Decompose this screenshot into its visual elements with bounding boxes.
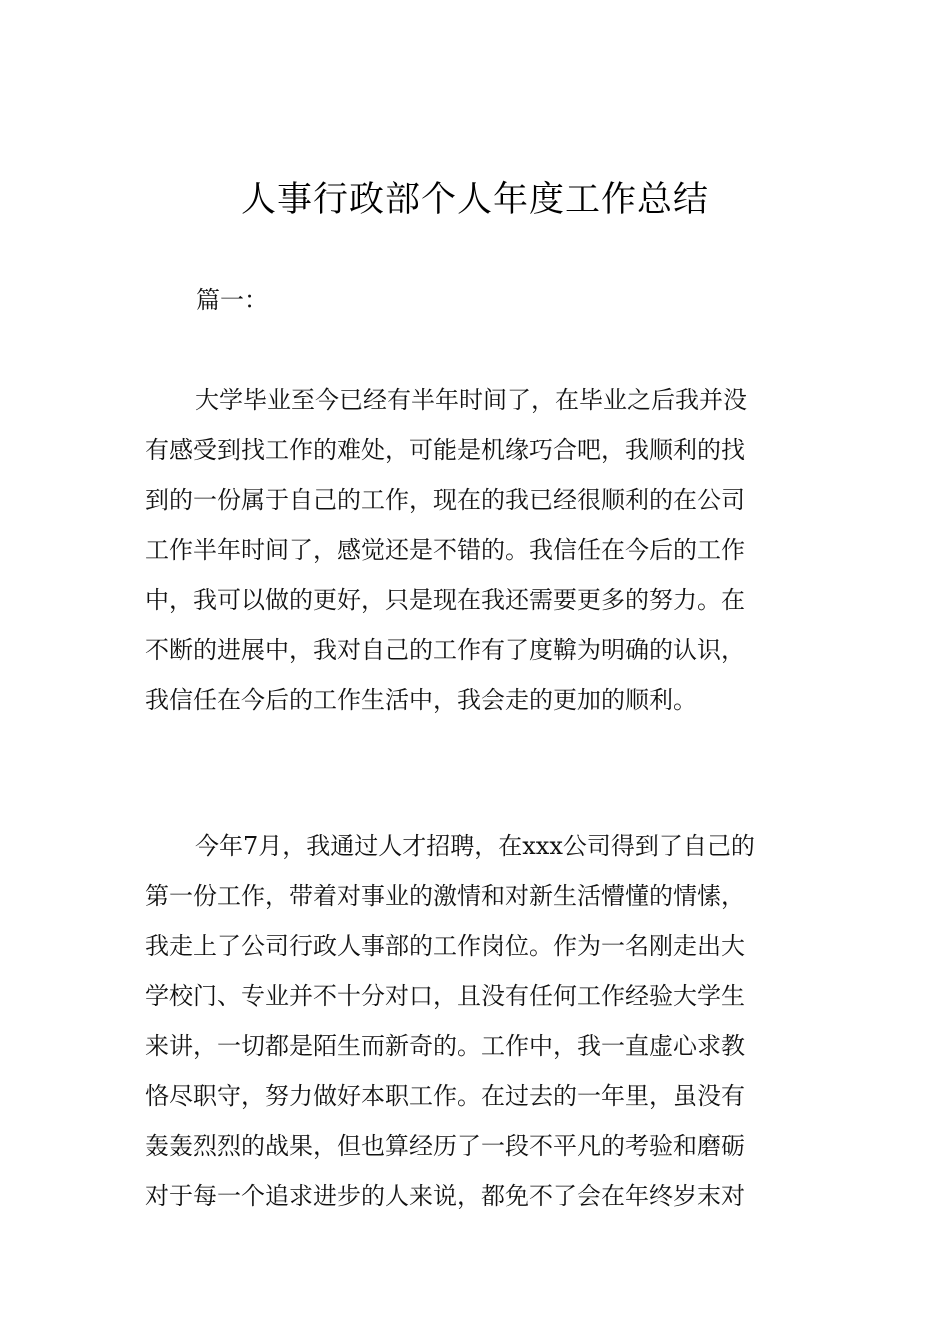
paragraph-line: 今年7月，我通过人才招聘，在xxx公司得到了自己的 [195, 832, 755, 860]
paragraph-line: 第一份工作，带着对事业的激情和对新生活懵懂的情愫， [145, 882, 745, 910]
section-label: 篇一： [196, 286, 268, 314]
paragraph-line: 恪尽职守，努力做好本职工作。在过去的一年里，虽没有 [145, 1082, 745, 1110]
paragraph-line: 学校门、专业并不十分对口，且没有任何工作经验大学生 [145, 982, 745, 1010]
paragraph-line: 来讲，一切都是陌生而新奇的。工作中，我一直虚心求教 [145, 1032, 745, 1060]
paragraph-line: 对于每一个追求进步的人来说，都免不了会在年终岁末对 [145, 1182, 745, 1210]
paragraph-2 [145, 821, 805, 1221]
paragraph-line: 到的一份属于自己的工作，现在的我已经很顺利的在公司 [145, 486, 745, 514]
paragraph-line: 不断的进展中，我对自己的工作有了度鞥为明确的认识， [145, 636, 745, 664]
paragraph-line: 有感受到找工作的难处，可能是机缘巧合吧，我顺利的找 [145, 436, 745, 464]
paragraph-line: 我信任在今后的工作生活中，我会走的更加的顺利。 [145, 686, 697, 714]
paragraph-1 [145, 375, 805, 725]
paragraph-line: 我走上了公司行政人事部的工作岗位。作为一名刚走出大 [145, 932, 745, 960]
document-title: 人事行政部个人年度工作总结 [240, 180, 709, 220]
paragraph-line: 大学毕业至今已经有半年时间了，在毕业之后我并没 [195, 386, 747, 414]
paragraph-line: 轰轰烈烈的战果，但也算经历了一段不平凡的考验和磨砺 [145, 1132, 745, 1160]
paragraph-line: 工作半年时间了，感觉还是不错的。我信任在今后的工作 [145, 536, 745, 564]
paragraph-line: 中，我可以做的更好，只是现在我还需要更多的努力。在 [145, 586, 745, 614]
